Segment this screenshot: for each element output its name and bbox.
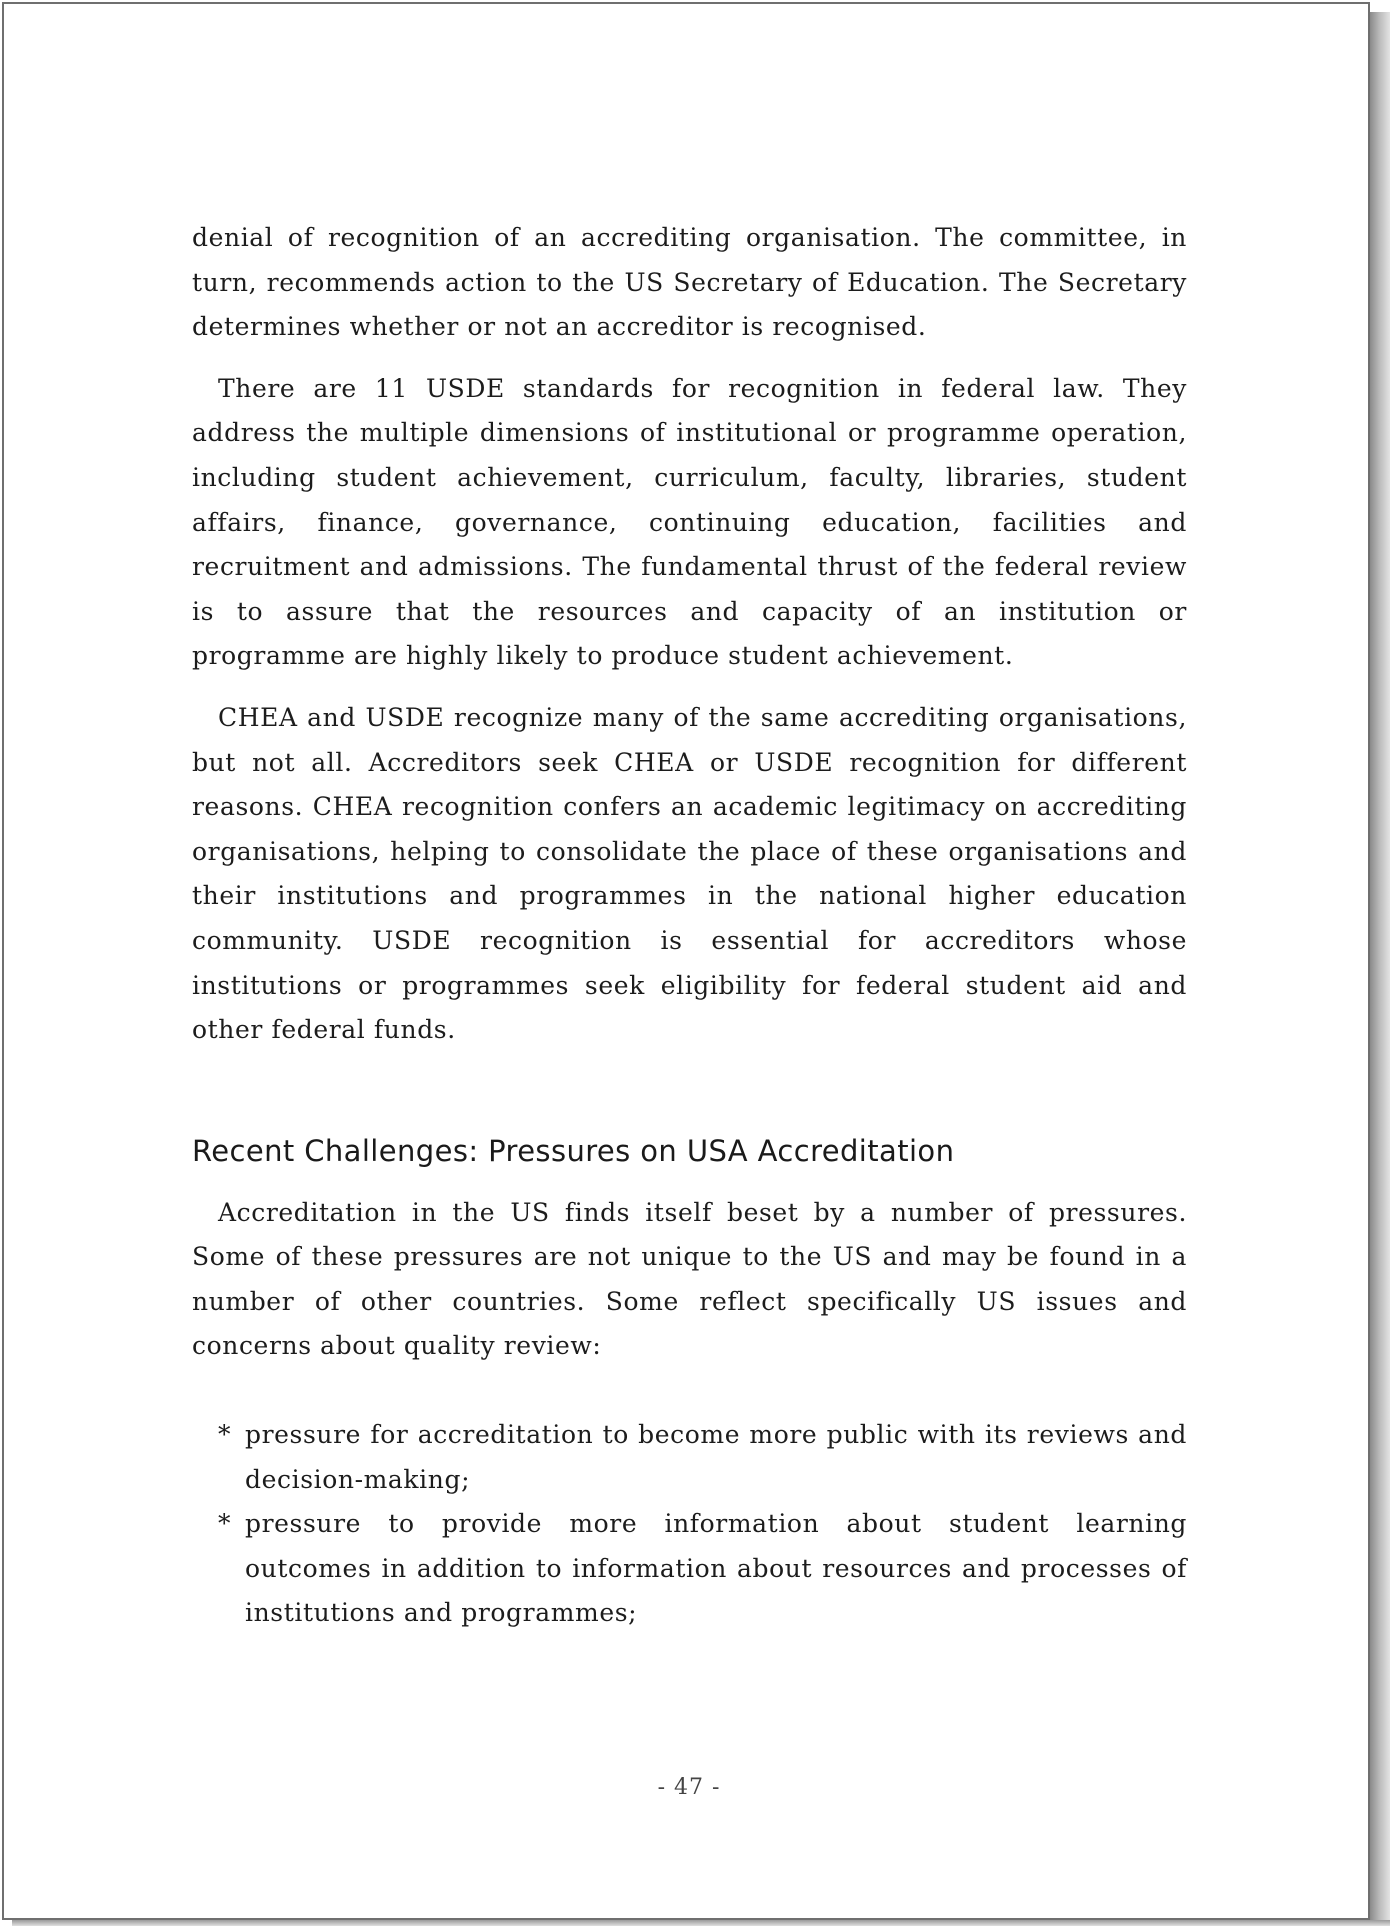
pressure-list: [192, 1413, 1187, 1636]
paragraph-section-intro: Accreditation in the US finds itself beset by a number of pressures. Some of these pressures are not unique to the US and may be found in a number of other countries. Some reflect specifically US issues and concerns about quality review:: [192, 1197, 1187, 1361]
section-heading: Recent Challenges: Pressures on USA Accreditation: [192, 1133, 955, 1168]
page-shadow-right: [1370, 12, 1390, 1922]
paragraph-chea-usde-recognition: CHEA and USDE recognize many of the same accrediting organisations, but not all. Accreditors seek CHEA or USDE recognition for different reasons. CHEA recognition confers an academic legitimacy on accrediting organisations, helping to consolidate the place of these organisations and their institutions and programmes in the national higher education community. USDE recognition is essential for accreditors whose institutions or programmes seek eligibility for federal student aid and other federal funds.: [192, 702, 1187, 1045]
document-page: [2, 2, 1370, 1920]
paragraph-usde-standards: There are 11 USDE standards for recognition in federal law. They address the multiple dimensions of institutional or programme operation, including student achievement, curriculum, faculty, libraries, student affairs, finance, governance, continuing education, facilities and recruitment and admissions. The fundamental thrust of the federal review is to assure that the resources and capacity of an institution or programme are highly likely to produce student achievement.: [192, 373, 1187, 671]
bullet-marker: *: [218, 1420, 232, 1450]
paragraph-continuation: denial of recognition of an accrediting organisation. The committee, in turn, recommends action to the US Secretary of Education. The Secretary determines whether or not an accreditor is recognised.: [192, 223, 1187, 342]
page-shadow-bottom: [12, 1920, 1390, 1926]
list-item: [192, 1413, 1187, 1502]
page-content: [192, 216, 1187, 1636]
list-item: [192, 1502, 1187, 1636]
page-number: - 47 -: [657, 1775, 721, 1800]
list-item-text: pressure for accreditation to become more public with its reviews and decision-making;: [245, 1420, 1187, 1494]
list-item-text: pressure to provide more information about student learning outcomes in addition to information about resources and processes of institutions and programmes;: [245, 1509, 1187, 1628]
bullet-marker: *: [218, 1509, 232, 1539]
